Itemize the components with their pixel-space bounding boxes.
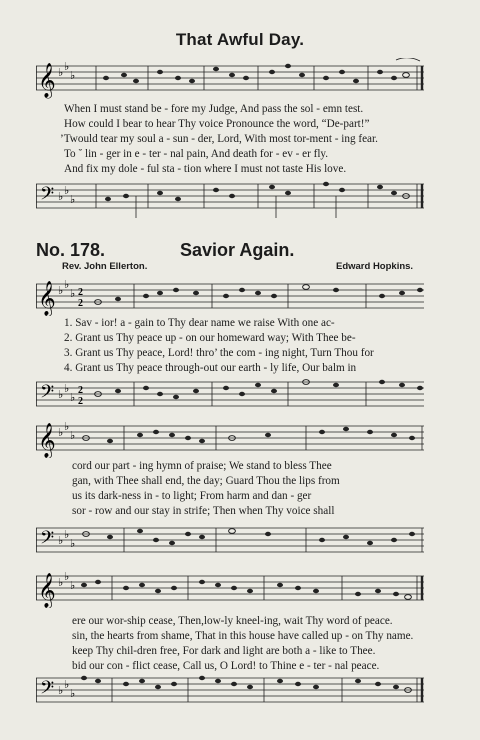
svg-text:♭: ♭ [70, 69, 76, 82]
svg-text:𝄞: 𝄞 [38, 423, 56, 458]
verse-line: ere our wor-ship cease, Then,low-ly kneel-ing, wait Thy word of peace. [72, 615, 393, 627]
treble-staff-system3 [36, 568, 424, 608]
svg-text:𝄢: 𝄢 [40, 678, 55, 703]
svg-text:2: 2 [78, 396, 83, 407]
hymn-title-awful-day: That Awful Day. [175, 30, 305, 49]
verse-line: us its dark-ness in - to light; From harm and dan - ger [72, 490, 312, 502]
svg-text:♭: ♭ [64, 678, 70, 691]
svg-text:𝄞: 𝄞 [38, 63, 56, 98]
svg-text:♭: ♭ [58, 190, 64, 203]
svg-text:𝄢: 𝄢 [40, 382, 55, 407]
verse-line: How could I bear to hear Thy voice Pronounce the word, “De-part!” [64, 118, 370, 130]
verse-line: When I must stand be - fore my Judge, And pass the sol - emn test. [64, 103, 364, 115]
verse-line: 1. Sav - ior! a - gain to Thy dear name we raise With one ac- [64, 317, 335, 329]
verse-line: 4. Grant us Thy peace through-out our earth - ly life, Our balm in [64, 362, 357, 374]
verse-line: keep Thy chil-dren free, For dark and light are both a - like to Thee. [72, 645, 376, 657]
verse-line: cord our part - ing hymn of praise; We stand to bless Thee [72, 460, 332, 472]
svg-text:♭: ♭ [58, 534, 64, 547]
treble-staff-top [36, 58, 424, 100]
svg-text:♭: ♭ [58, 284, 64, 297]
svg-text:2: 2 [78, 298, 83, 309]
verse-line: 2. Grant us Thy peace up - on our homeward way; With Thee be- [64, 332, 356, 344]
svg-text:♭: ♭ [58, 684, 64, 697]
svg-text:♭: ♭ [70, 193, 76, 206]
verse-line: ’Twould tear my soul a - sun - der, Lord, With most tor-ment - ing fear. [60, 133, 378, 145]
svg-text:𝄞: 𝄞 [38, 281, 56, 316]
treble-staff-system2 [36, 418, 424, 458]
svg-text:♭: ♭ [64, 382, 70, 395]
svg-text:𝄢: 𝄢 [40, 528, 55, 553]
bass-staff-top [36, 176, 424, 222]
bass-staff-system2 [36, 520, 424, 560]
svg-text:2: 2 [78, 287, 83, 298]
lyricist-credit: Rev. John Ellerton. [62, 261, 148, 272]
svg-text:♭: ♭ [64, 528, 70, 541]
treble-staff-system1 [36, 276, 424, 316]
svg-text:♭: ♭ [70, 687, 76, 700]
svg-text:♭: ♭ [58, 426, 64, 439]
svg-text:♭: ♭ [64, 570, 70, 583]
svg-text:♭: ♭ [64, 278, 70, 291]
svg-text:♭: ♭ [64, 420, 70, 433]
svg-text:♭: ♭ [70, 579, 76, 592]
svg-text:𝄢: 𝄢 [40, 184, 55, 209]
svg-text:♭: ♭ [58, 576, 64, 589]
svg-text:♭: ♭ [70, 391, 76, 404]
svg-text:♭: ♭ [70, 429, 76, 442]
svg-text:♭: ♭ [64, 184, 70, 197]
verse-line: sin, the hearts from shame, That in this house have called up - on Thy name. [72, 630, 414, 642]
verse-line: sor - row and our stay in strife; Then when Thy voice shall [72, 505, 335, 517]
composer-credit: Edward Hopkins. [336, 261, 414, 272]
svg-text:𝄞: 𝄞 [38, 573, 56, 608]
svg-text:♭: ♭ [58, 66, 64, 79]
verse-line: And fix my dole - ful sta - tion where I must not taste His love. [64, 163, 347, 175]
hymn-title: Savior Again. [180, 240, 295, 260]
verse-line: 3. Grant us Thy peace, Lord! thro’ the com - ing night, Turn Thou for [64, 347, 374, 359]
svg-text:♭: ♭ [64, 60, 70, 73]
svg-text:♭: ♭ [70, 287, 76, 300]
verse-line: bid our con - flict cease, Call us, O Lord! to Thine e - ter - nal peace. [72, 660, 380, 672]
bass-staff-system3 [36, 670, 424, 710]
svg-text:♭: ♭ [58, 388, 64, 401]
svg-text:♭: ♭ [70, 537, 76, 550]
verse-line: gan, with Thee shall end, the day; Guard Thou the lips from [72, 475, 340, 487]
hymn-number: No. 178. [36, 240, 106, 260]
svg-text:2: 2 [78, 385, 83, 396]
verse-line: To ˘ lin - ger in e - ter - nal pain, And death for - ev - er fly. [64, 148, 329, 160]
bass-staff-system1 [36, 374, 424, 414]
